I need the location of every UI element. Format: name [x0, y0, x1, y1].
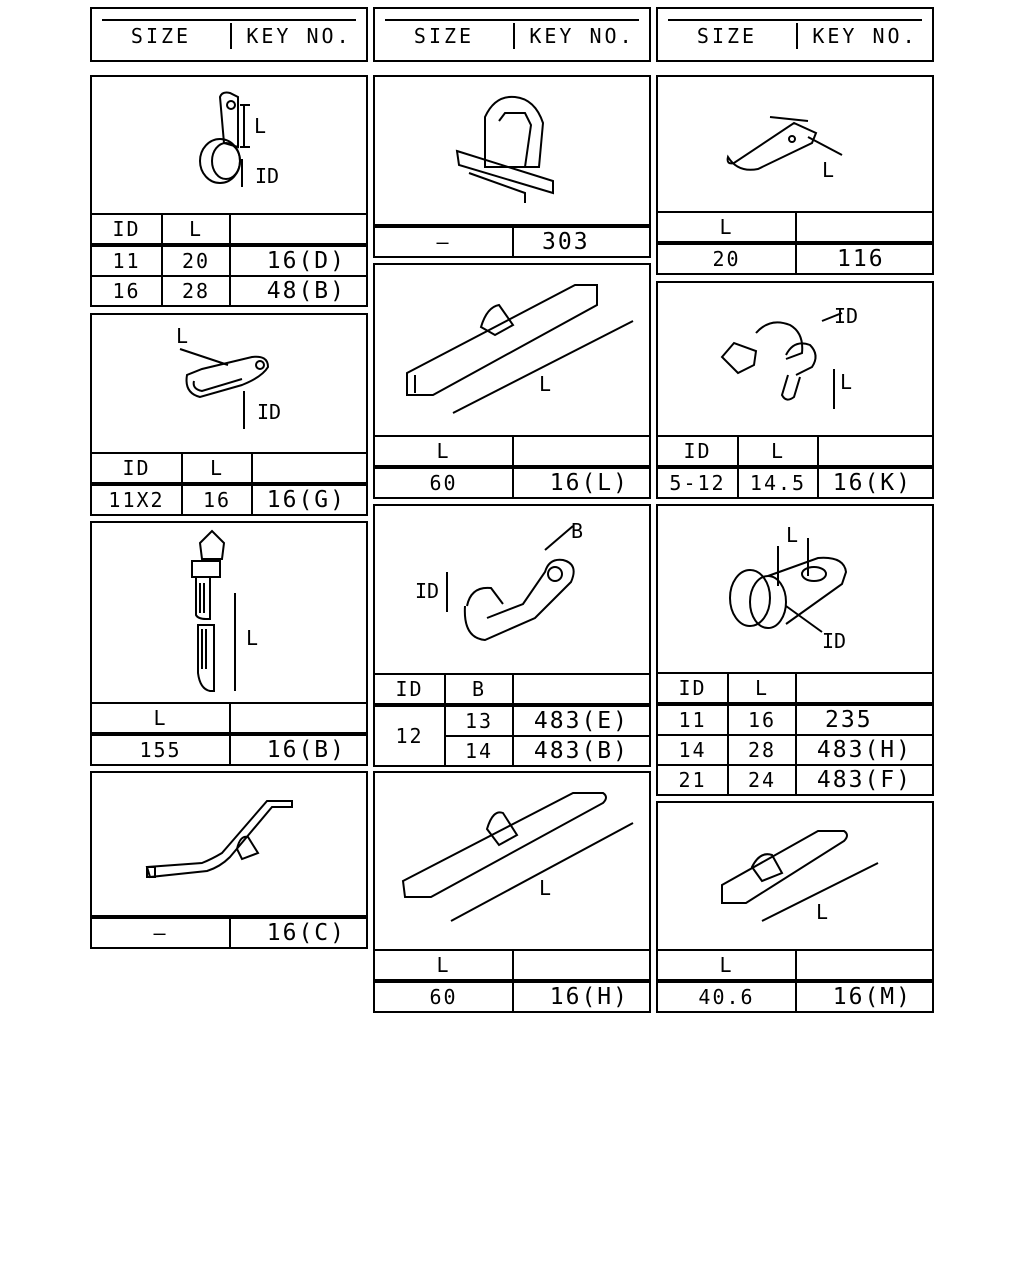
dim-l-label: L	[816, 900, 829, 924]
push-clip-drawing	[375, 77, 649, 227]
pipe-clamp-drawing	[92, 77, 366, 213]
dim-l-label: L	[246, 626, 259, 650]
long-band-clip-drawing	[375, 265, 649, 435]
dim-id-label: ID	[834, 304, 859, 328]
part-flat-band-clip	[90, 771, 368, 949]
dim-l-label: L	[840, 370, 853, 394]
key-no-label: KEY NO.	[796, 23, 932, 49]
long-band-clip-table: L 60 16(L)	[375, 435, 649, 497]
part-hook-clip	[656, 75, 934, 275]
double-loop-clamp-drawing	[92, 315, 366, 453]
column-header-1	[90, 7, 368, 62]
dim-id-label: ID	[415, 579, 440, 603]
dim-l-label: L	[539, 876, 552, 900]
size-label: SIZE	[413, 24, 475, 48]
wide-band-clip-drawing	[375, 773, 649, 949]
part-push-clip	[373, 75, 651, 258]
dim-l-label: L	[822, 158, 835, 182]
key-no-label: KEY NO.	[230, 23, 366, 49]
cable-saddle-table: ID L 5-12 14.5 16(K)	[658, 435, 932, 497]
flat-band-clip-table: — 16(C)	[92, 915, 366, 947]
part-wide-band-clip	[373, 771, 651, 1013]
part-tab-clamp	[373, 504, 651, 767]
key-no-label: KEY NO.	[513, 23, 649, 49]
part-pipe-clamp	[90, 75, 368, 307]
loop-clamp-tab-table: ID L 11 16 235 14 28 483(H) 21 24 483(F)	[658, 672, 932, 794]
size-dash: —	[375, 226, 513, 256]
dim-b-label: B	[571, 519, 584, 543]
dim-id-label: ID	[255, 164, 280, 188]
loop-clamp-tab-drawing	[658, 506, 932, 670]
push-clip-table: — 303	[375, 224, 649, 256]
flat-band-clip-drawing	[92, 773, 366, 917]
part-double-loop-clamp	[90, 313, 368, 516]
cable-saddle-drawing	[658, 283, 932, 435]
size-label: SIZE	[130, 24, 192, 48]
short-band-clip-drawing	[658, 803, 932, 949]
part-loop-clamp-tab	[656, 504, 934, 796]
part-cable-saddle	[656, 281, 934, 499]
dim-l-label: L	[176, 324, 189, 348]
size-label: SIZE	[696, 24, 758, 48]
size-dash: —	[92, 917, 230, 947]
tab-clamp-drawing	[375, 506, 649, 670]
double-loop-clamp-table: ID L 11X2 16 16(G)	[92, 452, 366, 514]
cable-tie-drawing	[92, 523, 366, 703]
column-header-3	[656, 7, 934, 62]
dim-l-label: L	[786, 523, 799, 547]
tab-clamp-table: ID B 12 13 483(E) 14 483(B)	[375, 673, 649, 765]
short-band-clip-table: L 40.6 16(M)	[658, 949, 932, 1011]
dim-id-label: ID	[257, 400, 282, 424]
dim-l-label: L	[539, 372, 552, 396]
column-header-2	[373, 7, 651, 62]
hook-clip-table: L 20 116	[658, 211, 932, 273]
pipe-clamp-table: ID L 11 20 16(D) 16 28 48(B)	[92, 213, 366, 305]
dim-l-label: L	[254, 114, 267, 138]
part-short-band-clip	[656, 801, 934, 1013]
cable-tie-table: L 155 16(B)	[92, 702, 366, 764]
part-long-band-clip	[373, 263, 651, 499]
wide-band-clip-table: L 60 16(H)	[375, 949, 649, 1011]
part-cable-tie	[90, 521, 368, 766]
hook-clip-drawing	[658, 77, 932, 211]
dim-id-label: ID	[822, 629, 847, 653]
